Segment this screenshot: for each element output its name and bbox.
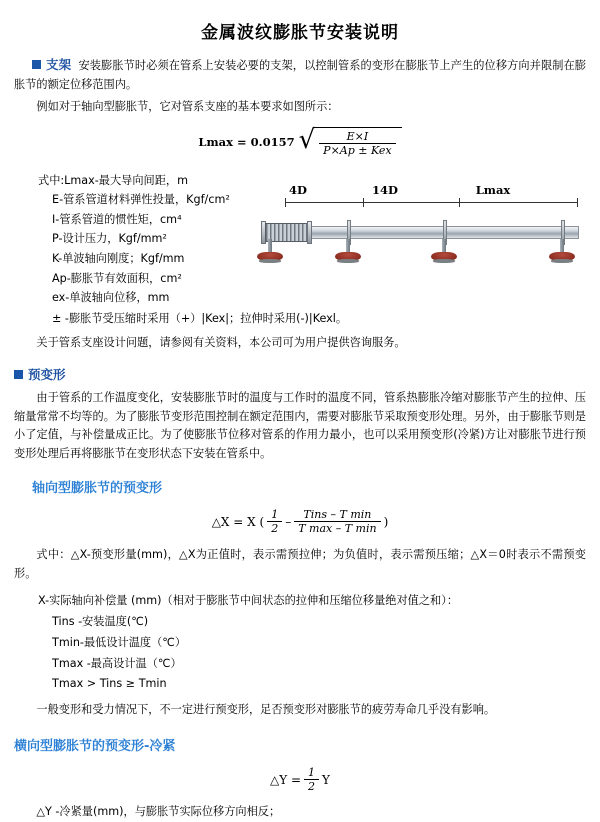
legend-item: I-管系管道的惯性矩，cm⁴: [52, 212, 182, 226]
sqrt-group-icon: [298, 124, 402, 157]
support-paragraph-1: 安装膨胀节时必须在管系上安装必要的支架，以控制管系的变形在膨胀节上产生的位移方向并限制在膨胀节的额定位移范围内。: [14, 59, 586, 91]
dimension-label-lmax: Lmax: [475, 182, 511, 197]
lmax-denominator: P×Ap ± Kex: [319, 143, 395, 157]
diagram-column: [249, 165, 588, 288]
legend-item: E-管系管道材料弹性投量，Kgf/cm²: [52, 193, 230, 207]
radical-icon: √: [298, 124, 316, 155]
definition-item: X-实际轴向补偿量 (mm)（相对于膨胀节中间状态的拉伸和压缩位移量绝对值之和）：: [38, 594, 459, 608]
axial-predeform-formula: [14, 508, 586, 535]
bellow-end-cap-right: [307, 221, 312, 244]
axial-definition-list: [14, 591, 586, 695]
definition-item: Tmax > Tins ≥ Tmin: [52, 677, 167, 691]
pipe-support-anchor: [257, 239, 283, 265]
lateral-formula-note: △Y -冷紧量(mm)，与膨胀节实际位移方向相反；: [36, 805, 281, 819]
support-span-diagram: [243, 183, 588, 288]
legend-item: Ap-膨胀节有效面积，cm²: [52, 271, 182, 285]
lmax-formula-label: Lmax = 0.0157: [198, 134, 295, 149]
square-bullet-icon: [32, 60, 41, 69]
pipe-assembly: [243, 210, 588, 272]
lmax-legend-list: [14, 171, 249, 308]
pipe-support-guide-2: [431, 239, 457, 265]
axial-formula-minus: –: [285, 514, 292, 529]
page-title: 金属波纹膨胀节安装说明: [201, 23, 399, 43]
predeform-heading: 预变形: [28, 366, 66, 382]
definition-item: Tmax -最高设计温（℃）: [52, 656, 182, 670]
legend-item: 式中:Lmax-最大导向间距，m: [38, 173, 188, 187]
lmax-formula: [14, 124, 586, 157]
lateral-predeform-formula: [14, 766, 586, 793]
legend-item: ex-单波轴向位移，mm: [52, 291, 170, 305]
pipe-support-guide-3: [549, 239, 575, 265]
axial-formula-temp-ratio: $\frac{\text{Tins – T min}}{\text{T max – T min}}$: [294, 508, 380, 535]
definition-item: Tmin-最低设计温度（℃）: [52, 635, 187, 649]
legend-item-sign-note: ± -膨胀节受压缩时采用（+）|Kex|；拉伸时采用(-)|Kexl。: [52, 311, 348, 325]
support-paragraph-3: 关于管系支座设计问题，请参阅有关资料，本公司可为用户提供咨询服务。: [36, 336, 406, 350]
axial-formula-rhs: ): [383, 514, 389, 529]
pipe-support-guide-1: [335, 239, 361, 265]
square-bullet-icon: [14, 370, 23, 379]
lateral-formula-rhs: Y: [322, 772, 330, 787]
axial-formula-note: 式中：△X-预变形量(mm)，△X为正值时，表示需预拉伸；为负值时，表示需预压缩；△X＝0时表示不需预变形。: [14, 548, 586, 581]
axial-predeform-heading: 轴向型膨胀节的预变形: [32, 481, 163, 497]
support-section-intro: [14, 55, 586, 94]
predeform-heading-row: [14, 365, 586, 386]
lateral-predeform-heading: 横向型膨胀节的预变形-冷紧: [14, 739, 176, 755]
predeform-paragraph-1: 由于管系的工作温度变化，安装膨胀节时的温度与工作时的温度不同，管系热膨胀冷缩对膨胀节产生的拉伸、压缩量常常不均等的。为了膨胀节变形范围控制在额定范围内，需要对膨胀节采取预变形处理。另外，由于膨胀节则是小了定值，与补偿量成正比。为了使膨胀节位移对管系的作用力最小，也可以采用预变形(冷紧)方让对膨胀节进行预变形处理后再将膨胀节在变形状态下安装在管系中。: [14, 391, 586, 460]
axial-tail-note: 一般变形和受力情况下，不一定进行预变形，足否预变形对膨胀节的疲劳寿命几乎没有影响。: [36, 702, 496, 716]
axial-formula-half: $\frac{1}{2}$: [267, 508, 282, 535]
lateral-formula-lhs: △Y =: [270, 772, 302, 787]
support-heading: 支架: [45, 57, 72, 72]
axial-formula-lhs: △X = X (: [211, 514, 265, 529]
dimension-label-14d: 14D: [372, 182, 398, 197]
lmax-numerator: E×I: [346, 129, 369, 143]
lateral-formula-half: $\frac{1}{2}$: [304, 766, 319, 793]
definition-item: Tins -安装温度(℃): [52, 615, 149, 629]
diagram-dimension-labels: [243, 183, 588, 197]
legend-item: P-设计压力，Kgf/mm²: [52, 232, 167, 246]
dimension-lines: [259, 198, 588, 208]
legend-column: [14, 165, 249, 308]
legend-item: K-单波轴向刚度；Kgf/mm: [52, 251, 185, 265]
support-paragraph-2: 例如对于轴向型膨胀节，它对管系支座的基本要求如图所示：: [36, 100, 339, 114]
dimension-label-4d: 4D: [289, 182, 307, 197]
legend-and-diagram: [14, 165, 586, 308]
